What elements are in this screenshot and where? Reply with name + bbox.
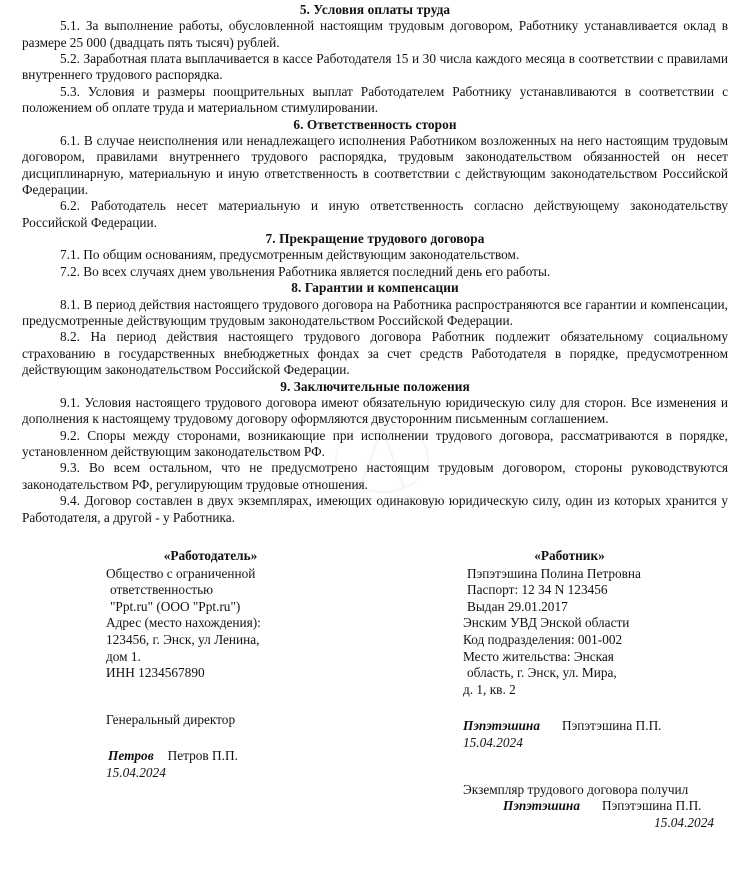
employer-signature-name: Петров П.П. [167, 748, 238, 764]
employee-detail-line: д. 1, кв. 2 [463, 681, 516, 697]
employee-party-title: «Работник» [534, 547, 605, 563]
employer-detail-line: ИНН 1234567890 [106, 665, 205, 681]
employee-detail-line: Выдан 29.01.2017 [467, 598, 568, 614]
employee-signature-row [463, 698, 728, 735]
employee-signature-date: 15.04.2024 [463, 734, 523, 750]
clause-5-2: 5.2. Заработная плата выплачивается в кассе Работодателя 15 и 30 числа каждого месяца в соответствии с правилами внутреннего трудового распорядка. [22, 51, 728, 83]
employee-detail-line: Энским УВД Энской области [463, 615, 630, 631]
employer-signature-date: 15.04.2024 [106, 764, 166, 780]
section-heading-6: 6. Ответственность сторон [293, 116, 457, 132]
employer-detail-line: "Ppt.ru" (ООО "Ppt.ru") [110, 598, 241, 614]
employee-receipt-date: 15.04.2024 [654, 814, 714, 830]
employee-receipt-handwritten-signature: Пэпэтэшина [503, 798, 580, 814]
employer-signature-column [22, 548, 375, 831]
section-heading-9: 9. Заключительные положения [280, 378, 470, 394]
employee-detail-line: Код подразделения: 001-002 [463, 631, 623, 647]
employee-detail-line: Паспорт: 12 34 N 123456 [467, 582, 608, 598]
section-heading-8: 8. Гарантии и компенсации [291, 280, 459, 296]
clause-9-2: 9.2. Споры между сторонами, возникающие при исполнении трудового договора, рассматриваются в порядке, установленном действующим законодательством РФ. [22, 427, 728, 459]
employer-detail-line: ответственностью [110, 582, 214, 598]
employer-handwritten-signature: Петров [108, 748, 154, 764]
employer-signature-row [106, 728, 375, 765]
clause-9-4: 9.4. Договор составлен в двух экземплярах, имеющих одинаковую юридическую силу, один из которых хранится у Работодателя, а другой - у Работника. [22, 493, 728, 525]
employee-receipt-name: Пэпэтэшина П.П. [601, 798, 702, 814]
employee-handwritten-signature: Пэпэтэшина [463, 718, 540, 734]
clause-7-1: 7.1. По общим основаниям, предусмотренным действующим законодательством. [60, 247, 520, 263]
employer-detail-line: 123456, г. Энск, ул Ленина, [106, 631, 260, 647]
employee-receipt-text: Экземпляр трудового договора получил [463, 781, 689, 797]
clause-8-2: 8.2. На период действия настоящего трудового договора Работник подлежит обязательному социальному страхованию в государственных внебюджетных фондах за счет средств Работодателя в порядке, предусмотренном действующим законодательством Российской Федерации. [22, 329, 728, 378]
clause-5-3: 5.3. Условия и размеры поощрительных выплат Работодателем Работнику устанавливаются в соответствии с положением об оплате труда и материальном стимулировании. [22, 83, 728, 116]
employee-signature-column [375, 548, 728, 831]
employer-detail-line: Общество с ограниченной [106, 565, 256, 581]
employer-detail-line: Адрес (место нахождения): [106, 615, 261, 631]
clause-9-3: 9.3. Во всем остальном, что не предусмотрено настоящим трудовым договором, стороны руководствуются законодательством РФ, регулирующим трудовые отношения. [22, 460, 728, 492]
clause-6-1: 6.1. В случае неисполнения или ненадлежащего исполнения Работником возложенных на него настоящим трудовым договором, правилами внутреннего трудового распорядка, трудовым законодательством обязанностей он несет дисциплинарную, материальную и иную ответственность в соответствии с действующим законодательством Российской Федерации. [22, 132, 728, 198]
employer-detail-line: дом 1. [106, 648, 141, 664]
employer-party-title: «Работодатель» [163, 547, 258, 563]
employee-detail-line: Место жительства: Энская [463, 648, 614, 664]
section-heading-5: 5. Условия оплаты труда [299, 2, 451, 17]
employee-detail-line: Пэпэтэшина Полина Петровна [467, 565, 641, 581]
clause-6-2: 6.2. Работодатель несет материальную и иную ответственность согласно действующему законодательству Российской Федерации. [22, 198, 728, 230]
clause-8-1: 8.1. В период действия настоящего трудового договора на Работника распространяются все гарантии и компенсации, предусмотренные действующим трудовым законодательством Российской Федерации. [22, 296, 728, 328]
signature-block [22, 548, 728, 831]
employer-role: Генеральный директор [106, 711, 236, 727]
document-body [22, 2, 728, 831]
employee-receipt-signature-row [463, 798, 728, 815]
clause-5-1: 5.1. За выполнение работы, обусловленной настоящим трудовым договором, Работнику устанавливается оклад в размере 25 000 (двадцать пять тысяч) рублей. [22, 18, 728, 50]
clause-7-2: 7.2. Во всех случаях днем увольнения Работника является последний день его работы. [60, 263, 551, 279]
clause-9-1: 9.1. Условия настоящего трудового договора имеют обязательную юридическую силу для сторон. Все изменения и дополнения к настоящему трудовому договору оформляются двусторонним письменным соглашением. [22, 394, 728, 427]
employee-signature-name: Пэпэтэшина П.П. [561, 718, 662, 734]
employee-detail-line: область, г. Энск, ул. Мира, [467, 665, 617, 681]
section-heading-7: 7. Прекращение трудового договора [265, 231, 485, 247]
